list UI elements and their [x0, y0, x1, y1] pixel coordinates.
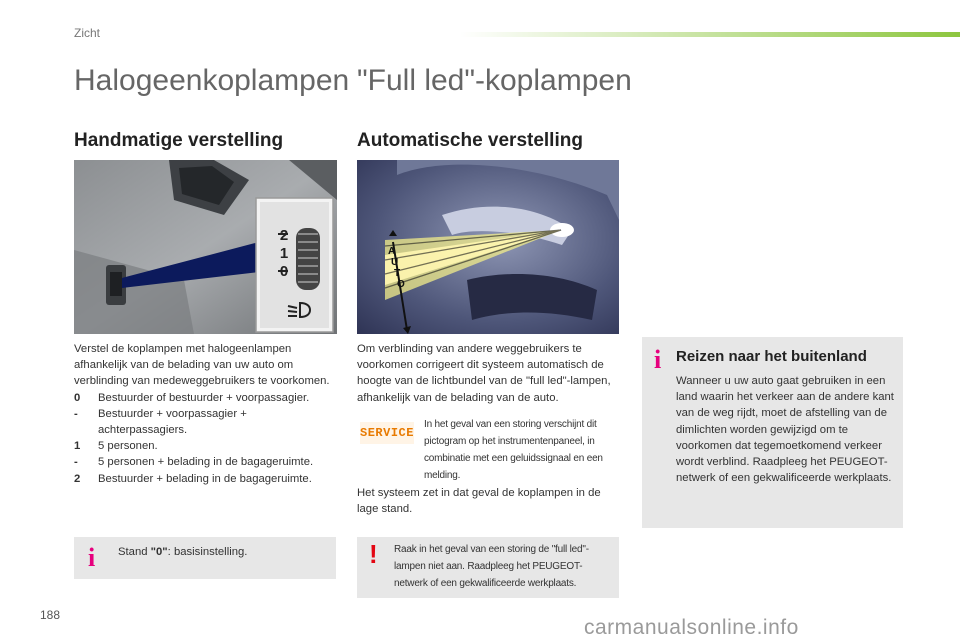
headlamp-level-icon [286, 301, 312, 324]
heading-manual-adjustment: Handmatige verstelling [74, 130, 284, 151]
dial-label-2: 2 [279, 227, 289, 244]
manual-intro: Verstel de koplampen met halogeenlampen afhankelijk van de belading van uw auto om verblinding van medeweggebruikers te voorkomen. [74, 343, 330, 388]
header-green-bar [460, 32, 960, 37]
travel-abroad-box [642, 337, 903, 528]
manual-adjustment-text [74, 341, 336, 487]
info-note-box [74, 537, 336, 579]
list-item: 0 Bestuurder of bestuurder + voorpassagier. [74, 391, 310, 404]
heading-automatic-adjustment: Automatische verstelling [357, 130, 583, 151]
info-icon: i [88, 543, 96, 572]
title-full-led: "Full led"-koplampen [357, 64, 632, 97]
title-halogen: Halogeenkoplampen [74, 64, 350, 97]
list-item: - Bestuurder + voorpassagier + achterpassagiers. [74, 407, 247, 437]
warning-exclamation-icon: ! [369, 539, 378, 569]
travel-abroad-heading: Reizen naar het buitenland [676, 348, 867, 365]
service-warning-text: In het geval van een storing verschijnt dit pictogram op het instrumentenpaneel, in combinatie met een geluidssignaal en een melding. [424, 419, 603, 481]
travel-abroad-text: Wanneer u uw auto gaat gebruiken in een land waarin het verkeer aan de andere kant van de weg rijdt, moet de afstelling van de dimlichten worden gewijzigd om te voorkomen dat tegemoetkomend verkeer wordt verblind. Raadpleeg het PEUGEOT-netwerk of een gekwalificeerde werkplaats. [676, 375, 894, 485]
watermark: carmanualsonline.info [584, 616, 799, 639]
dial-label-0: 0 [279, 263, 289, 280]
list-item: 2 Bestuurder + belading in de bagageruimte. [74, 472, 312, 485]
info-note-text: Stand "0": basisinstelling. [118, 546, 248, 558]
list-item: 1 5 personen. [74, 440, 158, 453]
automatic-adjustment-intro: Om verblinding van andere weggebruikers te voorkomen corrigeert dit systeem automatisch de hoogte van de lichtbundel van de "full led"-lampen, afhankelijk van de belading van de auto. [357, 343, 611, 404]
dial-scale [275, 227, 293, 281]
list-item: - 5 personen + belading in de bagageruimte. [74, 456, 314, 469]
info-icon: i [654, 345, 662, 374]
service-warning-icon: SERVICE [360, 422, 414, 444]
warning-box [357, 537, 619, 598]
low-beam-text: Het systeem zet in dat geval de koplampen in de lage stand. [357, 487, 601, 516]
auto-label: A U T O [388, 246, 405, 290]
page-number: 188 [40, 608, 61, 622]
dial-label-1: 1 [279, 245, 289, 262]
warning-text: Raak in het geval van een storing de "full led"-lampen niet aan. Raadpleeg het PEUGEOT-netwerk of een gekwalificeerde werkplaats. [394, 544, 589, 589]
section-label: Zicht [74, 26, 101, 40]
